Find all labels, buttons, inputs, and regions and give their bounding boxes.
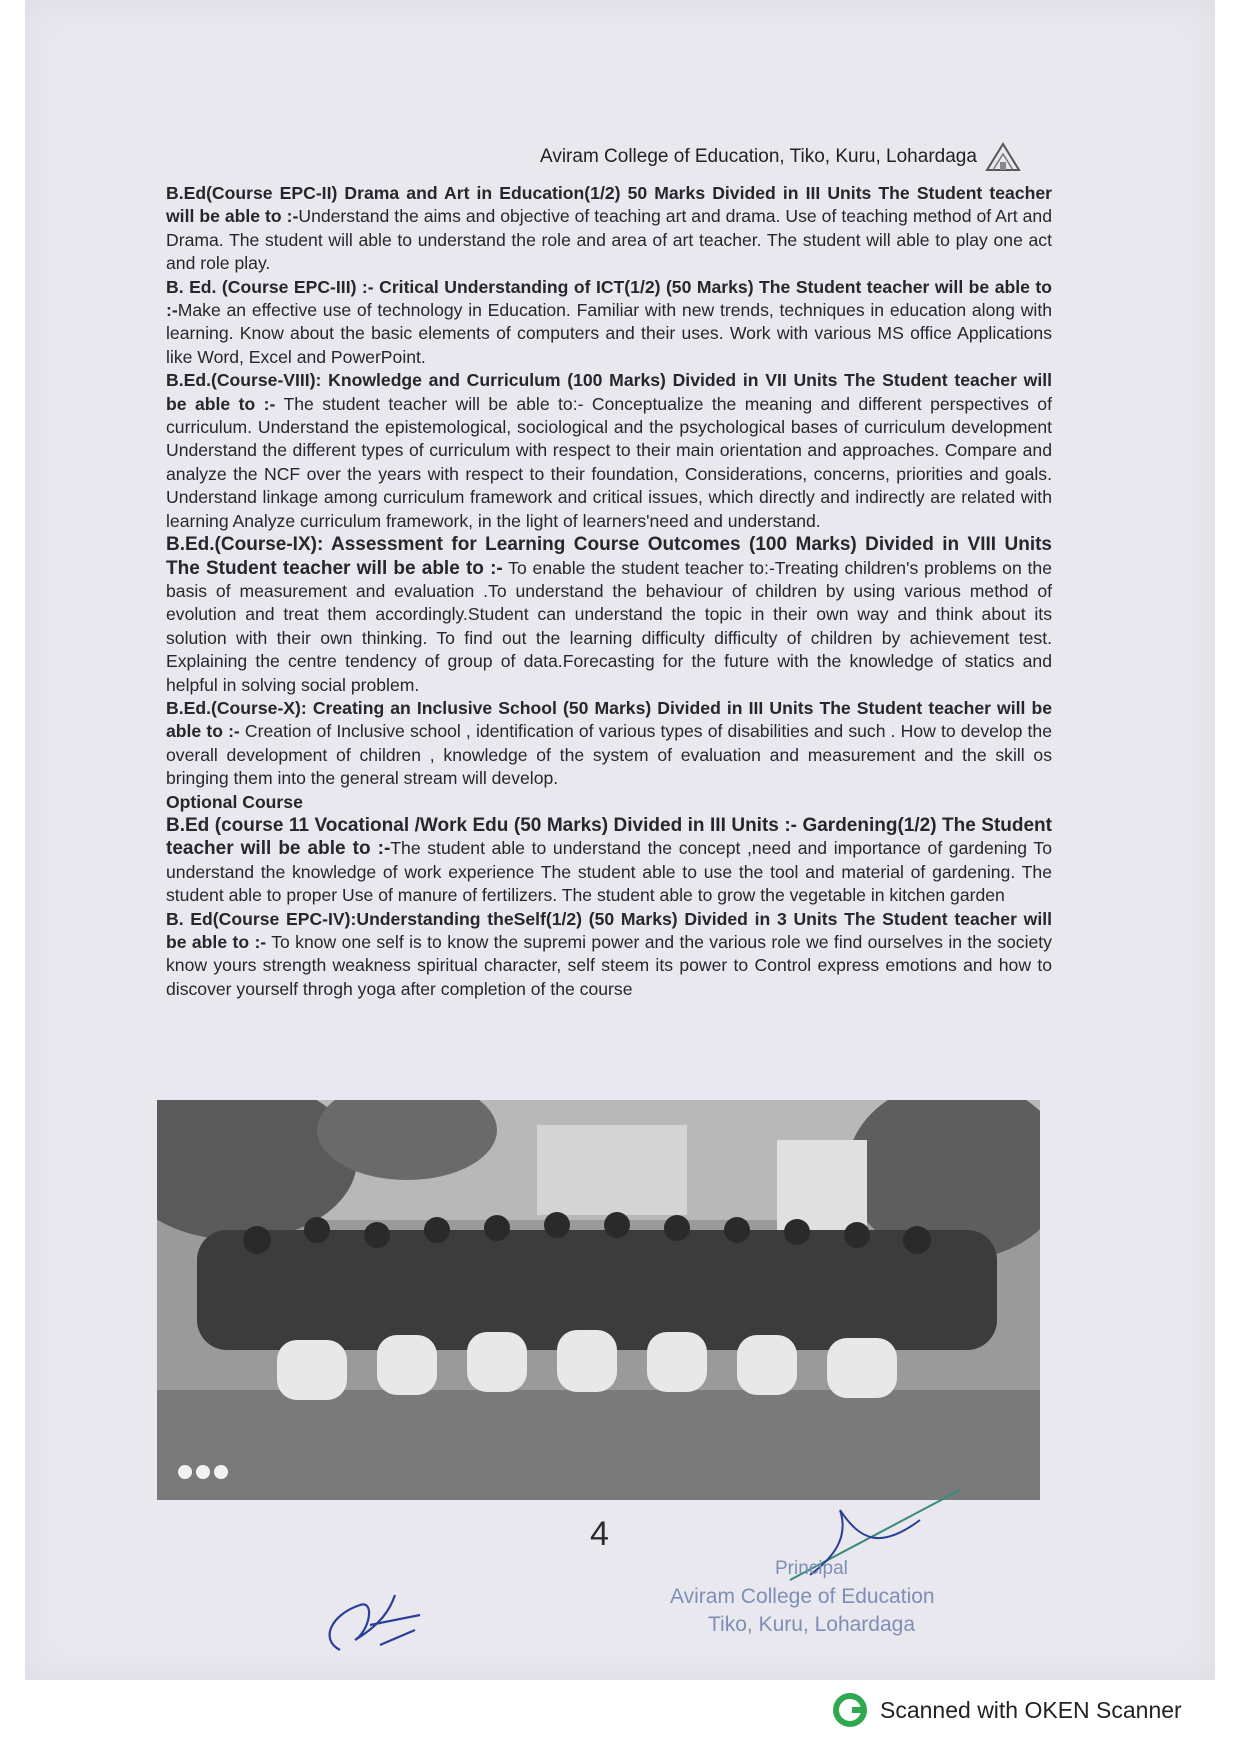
section-title: B.Ed (course 11 Vocational /Work Edu (50 Marks) Divided in III Units :- Gardening(1/2) The Student teacher will be able to :- — [166, 814, 1052, 860]
page-header — [540, 140, 1060, 174]
section-body: The student able to understand the concept ,need and importance of gardening To understand the knowledge of work experience The student able to use the tool and material of gardening. The student able to proper Use of manure of fertilizers. The student able to grow the vegetable in kitchen garden — [166, 838, 1052, 906]
section-title: B. Ed(Course EPC-IV):Understanding theSelf(1/2) (50 Marks) Divided in 3 Units The Student teacher will be able to :- — [166, 908, 1052, 952]
scanner-text: Scanned with OKEN Scanner — [880, 1696, 1182, 1723]
optional-course-heading: Optional Course — [166, 791, 303, 812]
principal-stamp — [670, 1555, 1000, 1639]
course-outcomes — [166, 182, 1052, 1001]
oken-scanner-icon — [830, 1690, 870, 1730]
college-logo-icon — [983, 140, 1023, 174]
section-title: B. Ed. (Course EPC-III) :- Critical Understanding of ICT(1/2) (50 Marks) The Student teacher will be able to :- — [166, 276, 1052, 321]
page-number: 4 — [590, 1515, 609, 1553]
section-course-ix — [166, 533, 1052, 697]
group-photo — [157, 1100, 1040, 1500]
section-body: Understand the aims and objective of teaching art and drama. Use of teaching method of Art and Drama. The student will able to understand the role and area of art teacher. The student will able to play one act and role play. — [166, 206, 1052, 274]
section-title: B.Ed.(Course-X): Creating an Inclusive School (50 Marks) Divided in III Units The Student teacher will be able to :- — [166, 697, 1052, 742]
college-name: Aviram College of Education, Tiko, Kuru, Lohardaga — [540, 146, 977, 167]
stamp-address: Tiko, Kuru, Lohardaga — [708, 1613, 916, 1636]
group-photo-image — [157, 1100, 1040, 1500]
section-epc-iii — [166, 276, 1052, 370]
section-body: The student teacher will be able to:- Conceptualize the meaning and different perspectives of curriculum. Understand the epistemological, sociological and the psychological bases of curriculum development Understand the different types of curriculum with respect to their main orientation and approaches. Compare and analyze the NCF over the years with respect to their foundation, Considerations, concerns, priorities and goals. Understand linkage among curriculum framework and critical issues, which directly and indirectly are related with learning Analyze curriculum framework, in the light of learners'need and understand. — [166, 393, 1052, 531]
section-body: Creation of Inclusive school , identification of various types of disabilities and such . How to develop the overall development of children , knowledge of the system of evaluation and measurement and the skill os bringing them into the general stream will develop. — [166, 721, 1052, 789]
section-body: To enable the student teacher to:-Treating children's problems on the basis of measurement and evaluation .To understand the behaviour of children by using various method of evolution and treat them accordingly.Student can understand the topic in their own way and think about its solution with their own thinking. To find out the learning difficulty difficulty of children by achievement test. Explaining the centre tendency of group of data.Forecasting for the future with the knowledge of statics and helpful in solving social problem. — [166, 557, 1052, 695]
section-title: B.Ed.(Course-IX): Assessment for Learning Course Outcomes (100 Marks) Divided in VIII Units The Student teacher will be able to :- — [166, 534, 1052, 579]
section-body: Make an effective use of technology in Education. Familiar with new trends, techniques in education along with learning. Know about the basic elements of computers and their uses. Work with various MS office Applications like Word, Excel and PowerPoint. — [166, 300, 1052, 367]
section-body: To know one self is to know the supremi power and the various role we find ourselves in the society know yours strength weakness spiritual character, self steem its power to Control express emotions and how to discover yourself throgh yoga after completion of the course — [166, 932, 1052, 999]
handwritten-signature — [320, 1585, 430, 1660]
section-epc-iv — [166, 908, 1052, 1002]
scanner-footer — [830, 1690, 1182, 1730]
section-course-x — [166, 697, 1052, 791]
section-course-viii — [166, 369, 1052, 533]
section-epc-ii — [166, 182, 1052, 276]
section-title: B.Ed.(Course-VIII): Knowledge and Curriculum (100 Marks) Divided in VII Units The Student teacher will be able to :- — [166, 370, 1052, 414]
stamp-title: Principal — [775, 1558, 848, 1579]
stamp-college: Aviram College of Education — [670, 1585, 935, 1608]
section-title: B.Ed(Course EPC-II) Drama and Art in Education(1/2) 50 Marks Divided in III Units The Student teacher will be able to :- — [166, 183, 1052, 227]
section-course-11 — [166, 814, 1052, 908]
